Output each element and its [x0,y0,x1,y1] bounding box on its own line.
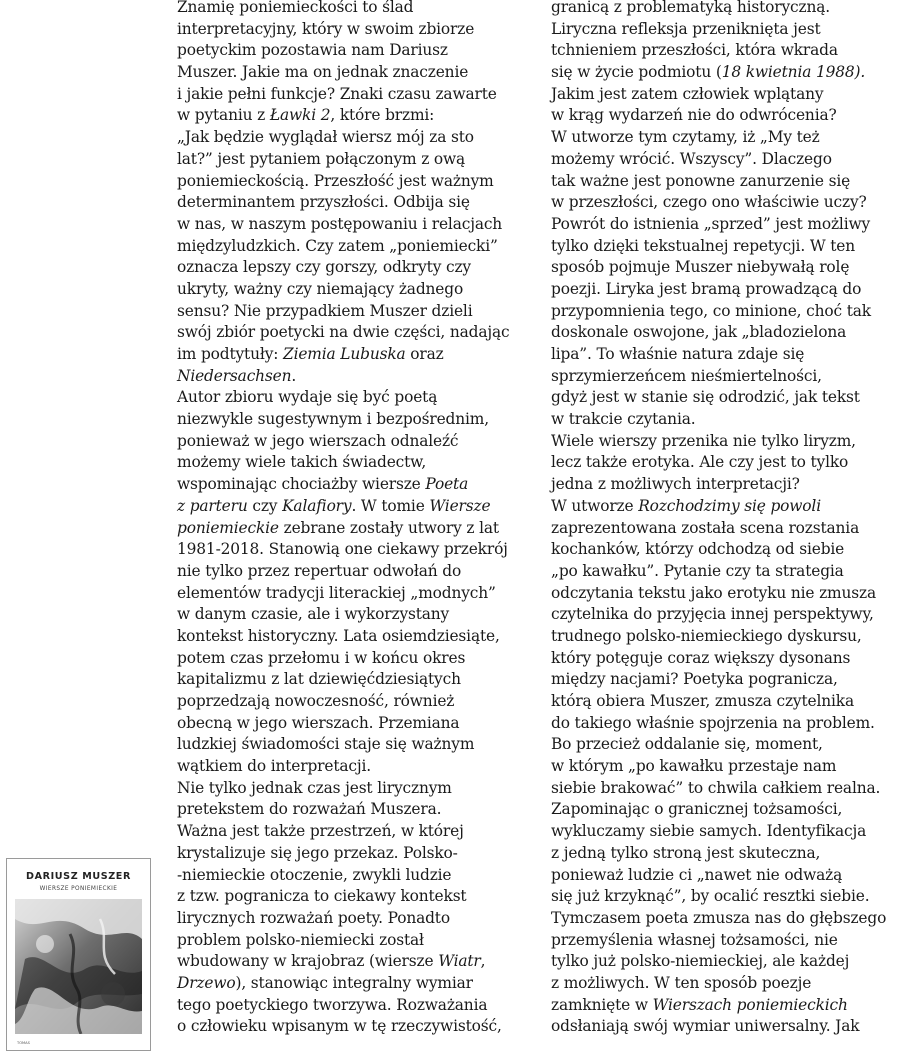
text-line [551,236,896,258]
text-line [551,105,896,127]
body-text: niezwykle sugestywnym i bezpośrednim, [177,410,489,429]
text-line [177,214,537,236]
article-column-right [551,0,896,1038]
body-text: i jakie pełni funkcje? Znaki czasu zawarte [177,84,497,103]
body-text: -niemieckie otoczenie, zwykli ludzie [177,865,452,884]
text-line [177,951,537,973]
text-line [177,539,537,561]
text-line [551,62,896,84]
body-text: krystalizuje się jego przekaz. Polsko- [177,843,458,862]
text-line [177,669,537,691]
body-text: W utworze tym czytamy, iż „My też [551,128,820,147]
text-line [177,821,537,843]
book-cover [6,858,151,1051]
article-column-left [177,0,537,1038]
text-line [177,149,537,171]
body-text: którą obiera Muszer, zmusza czytelnika [551,692,854,710]
text-line [551,669,896,691]
body-text: trudnego polsko-niemieckiego dyskursu, [551,626,862,645]
body-text: lipa”. To właśnie natura zdaje się [551,345,805,363]
italic-title-text: Wiersze [429,496,491,515]
body-text: siebie brakować” to chwila całkiem realna. [551,778,881,797]
text-line [551,886,896,908]
text-line [551,843,896,865]
body-text: Powrót do istnienia „sprzed” jest możliwy [551,214,871,233]
body-text: który potęguje coraz większy dysonans [551,648,851,667]
text-line [177,973,537,995]
body-text: Bo przecież oddalanie się, moment, [551,735,823,754]
text-line [177,778,537,800]
body-text: czy [247,496,283,515]
italic-title-text: Wierszach poniemieckich [652,995,848,1014]
body-text: do takiego właśnie spojrzenia na problem. [551,713,875,732]
body-text: tak ważne jest ponowne zanurzenie się [551,171,851,190]
text-line [551,0,896,19]
body-text: przypomnienia tego, co minione, choć tak [551,301,871,320]
body-text: elementów tradycji literackiej „modnych” [177,583,496,602]
italic-title-text: Wiatr [438,952,481,971]
body-text: czytelnika do przyjęcia innej perspektywy, [551,605,874,624]
text-line [551,821,896,843]
body-text: między nacjami? Poetyka pogranicza, [551,670,838,689]
body-text: Nie tylko jednak czas jest lirycznym [177,778,452,797]
text-line [551,604,896,626]
text-line [177,236,537,258]
body-text: Wiele wierszy przenika nie tylko liryzm, [551,431,856,450]
text-line [177,626,537,648]
text-line [177,691,537,713]
book-cover-author: DARIUSZ MUSZER [26,871,131,882]
text-line [177,843,537,865]
body-text: oznacza lepszy czy gorszy, odkryty czy [177,258,471,277]
text-line [551,561,896,583]
text-line [177,886,537,908]
text-line [551,171,896,193]
body-text: kontekst historyczny. Lata osiemdziesiąte, [177,626,500,645]
text-line [177,452,537,474]
text-line [551,127,896,149]
body-text: z możliwych. W ten sposób poezje [551,973,812,992]
body-text: ponieważ ludzie ci „nawet nie odważą [551,865,843,884]
text-line [551,344,896,366]
body-text: potem czas przełomu i w końcu okres [177,648,466,667]
body-text: tylko już polsko-niemieckiej, ale każdej [551,952,850,971]
text-line [551,474,896,496]
text-line [551,496,896,518]
body-text: Jakim jest zatem człowiek wplątany [551,84,824,103]
body-text: zebrane zostały utwory z lat [278,518,499,537]
text-line [551,951,896,973]
italic-title-text: Drzewo [177,973,236,992]
body-text: gdyż jest w stanie się odrodzić, jak tekst [551,388,860,407]
book-cover-publisher: TOMAS [17,1041,30,1045]
body-text: obecną w jego wierszach. Przemiana [177,713,460,732]
text-line [551,995,896,1017]
body-text: lecz także erotyka. Ale czy jest to tylko [551,453,849,472]
text-line [177,734,537,756]
body-text: poezji. Liryka jest bramą prowadzącą do [551,279,862,298]
body-text: tchnieniem przeszłości, która wkrada [551,41,838,60]
text-line [551,279,896,301]
body-text: w krąg wydarzeń nie do odwrócenia? [551,106,837,125]
body-text: przemyślenia własnej tożsamości, nie [551,930,838,949]
body-text: sposób pojmuje Muszer niebywałą rolę [551,258,850,277]
text-line [177,105,537,127]
text-line [177,561,537,583]
text-line [551,322,896,344]
text-line [177,518,537,540]
body-text: w przeszłości, czego ono właściwie uczy? [551,193,867,212]
text-line [177,1016,537,1038]
text-line [551,214,896,236]
body-text: zaprezentowana została scena rozstania [551,518,860,537]
body-text: się w życie podmiotu ( [551,63,722,82]
text-line [177,995,537,1017]
body-text: interpretacyjny, który w swoim zbiorze [177,19,475,38]
italic-title-text: Ziemia Lubuska [283,345,406,363]
italic-title-text: Ławki 2 [269,106,331,125]
body-text: poprzedzają nowoczesność, również [177,692,455,710]
text-line [551,756,896,778]
body-text: w danym czasie, ale i wykorzystany [177,605,450,624]
italic-title-text: Poeta [425,475,469,494]
text-line [551,930,896,952]
text-line [551,778,896,800]
body-text: się już krzyknąć”, by ocalić resztki siebie. [551,887,870,906]
body-text: ludzkiej świadomości staje się ważnym [177,735,475,754]
body-text: z jedną tylko stroną jest skuteczna, [551,843,821,862]
text-line [551,626,896,648]
italic-title-text: Rozchodzimy się powoli [638,496,821,515]
text-line [551,713,896,735]
body-text: doskonale oswojone, jak „bladozielona [551,323,847,342]
body-text: ukryty, ważny czy niemający żadnego [177,279,464,298]
body-text: o człowieku wpisanym w tę rzeczywistość, [177,1017,502,1036]
text-line [177,279,537,301]
text-line [551,583,896,605]
body-text: im podtytuły: [177,345,284,363]
text-line [177,908,537,930]
body-text: jedna z możliwych interpretacji? [551,475,800,494]
text-line [177,865,537,887]
body-text: Muszer. Jakie ma on jednak znaczenie [177,63,469,82]
text-line [177,366,537,388]
text-line [551,1016,896,1038]
text-line [177,301,537,323]
body-text: sprzymierzeńcem nieśmiertelności, [551,366,822,385]
book-cover-title: WIERSZE PONIEMIECKIE [39,886,118,892]
body-text: Liryczna refleksja przeniknięta jest [551,19,821,38]
body-text: ponieważ w jego wierszach odnaleźć [177,431,459,450]
body-text: ), stanowiąc integralny wymiar [235,973,473,992]
text-line [177,799,537,821]
text-line [177,322,537,344]
body-text: . W tomie [351,496,430,515]
text-line [177,431,537,453]
body-text: pretekstem do rozważań Muszera. [177,800,442,819]
text-line [177,496,537,518]
book-cover-artwork [15,899,142,1034]
text-line [551,431,896,453]
text-line [551,257,896,279]
body-text: międzyludzkich. Czy zatem „poniemiecki” [177,236,498,255]
text-line [551,799,896,821]
text-line [177,171,537,193]
text-line [177,713,537,735]
italic-title-text: Niedersachsen [177,366,292,385]
body-text: „po kawałku”. Pytanie czy ta strategia [551,561,844,580]
body-text: problem polsko-niemiecki został [177,930,424,949]
body-text: poniemieckością. Przeszłość jest ważnym [177,171,494,190]
text-line [177,19,537,41]
text-line [551,149,896,171]
body-text: w pytaniu z [177,106,270,125]
text-line [551,387,896,409]
text-line [177,930,537,952]
text-line [177,192,537,214]
body-text: tylko dzięki tekstualnej repetycji. W ten [551,236,855,255]
text-line [177,756,537,778]
body-text: sensu? Nie przypadkiem Muszer dzieli [177,301,473,320]
text-line [177,409,537,431]
body-text: możemy wrócić. Wszyscy”. Dlaczego [551,149,832,168]
body-text: wątkiem do interpretacji. [177,757,372,776]
body-text: Ważna jest także przestrzeń, w której [177,822,464,841]
body-text: „Jak będzie wyglądał wiersz mój za sto [177,128,474,147]
text-line [551,452,896,474]
body-text: kapitalizmu z lat dziewięćdziesiątych [177,670,461,689]
text-line [177,127,537,149]
text-line [551,539,896,561]
body-text: lat?” jest pytaniem połączonym z ową [177,149,466,168]
text-line [551,973,896,995]
text-line [177,604,537,626]
body-text: w nas, w naszym postępowaniu i relacjach [177,214,503,233]
italic-title-text: z parteru [177,496,248,515]
body-text: Znamię poniemieckości to ślad [177,0,414,16]
body-text: możemy wiele takich świadectw, [177,453,427,472]
text-line [177,62,537,84]
body-text: wykluczamy siebie samych. Identyfikacja [551,822,867,841]
body-text: lirycznych rozważań poety. Ponadto [177,908,450,927]
text-line [551,301,896,323]
text-line [551,865,896,887]
body-text: swój zbiór poetycki na dwie części, nadając [177,323,510,342]
text-line [177,583,537,605]
body-text: W utworze [551,496,639,515]
body-text: tego poetyckiego tworzywa. Rozważania [177,995,488,1014]
text-line [551,84,896,106]
body-text: Zapominając o granicznej tożsamości, [551,800,843,819]
text-line [551,409,896,431]
body-text: odsłaniają swój wymiar uniwersalny. Jak [551,1017,860,1036]
body-text: , [480,952,486,971]
body-text: w trakcie czytania. [551,410,696,429]
body-text: . [291,366,297,385]
body-text: kochanków, którzy odchodzą od siebie [551,540,845,559]
text-line [177,84,537,106]
text-line [177,0,537,19]
body-text: wbudowany w krajobraz (wiersze [177,952,439,971]
text-line [551,734,896,756]
italic-title-text: poniemieckie [177,518,279,537]
body-text: nie tylko przez repertuar odwołań do [177,561,462,580]
body-text: odczytania tekstu jako erotyku nie zmusza [551,583,876,602]
text-line [551,40,896,62]
body-text: 1981-2018. Stanowią one ciekawy przekrój [177,540,508,559]
body-text: granicą z problematyką historyczną. [551,0,831,16]
body-text: poetyckim pozostawia nam Dariusz [177,41,448,60]
body-text: wspominając chociażby wiersze [177,475,426,494]
italic-title-text: Kalafiory [282,496,352,515]
body-text: determinantem przyszłości. Odbija się [177,193,470,212]
body-text: zamknięte w [551,995,653,1014]
text-line [177,40,537,62]
text-line [551,518,896,540]
text-line [551,192,896,214]
text-line [551,648,896,670]
text-line [551,366,896,388]
text-line [551,908,896,930]
body-text: Tymczasem poeta zmusza nas do głębszego [551,908,887,927]
text-line [177,344,537,366]
text-line [177,257,537,279]
italic-title-text: 18 kwietnia 1988). [721,63,866,82]
body-text: , które brzmi: [330,106,435,125]
text-line [551,19,896,41]
body-text: Autor zbioru wydaje się być poetą [177,388,438,407]
body-text: w którym „po kawałku przestaje nam [551,757,837,776]
text-line [177,387,537,409]
text-line [177,474,537,496]
text-line [551,691,896,713]
body-text: oraz [405,345,444,363]
body-text: z tzw. pogranicza to ciekawy kontekst [177,887,467,906]
text-line [177,648,537,670]
